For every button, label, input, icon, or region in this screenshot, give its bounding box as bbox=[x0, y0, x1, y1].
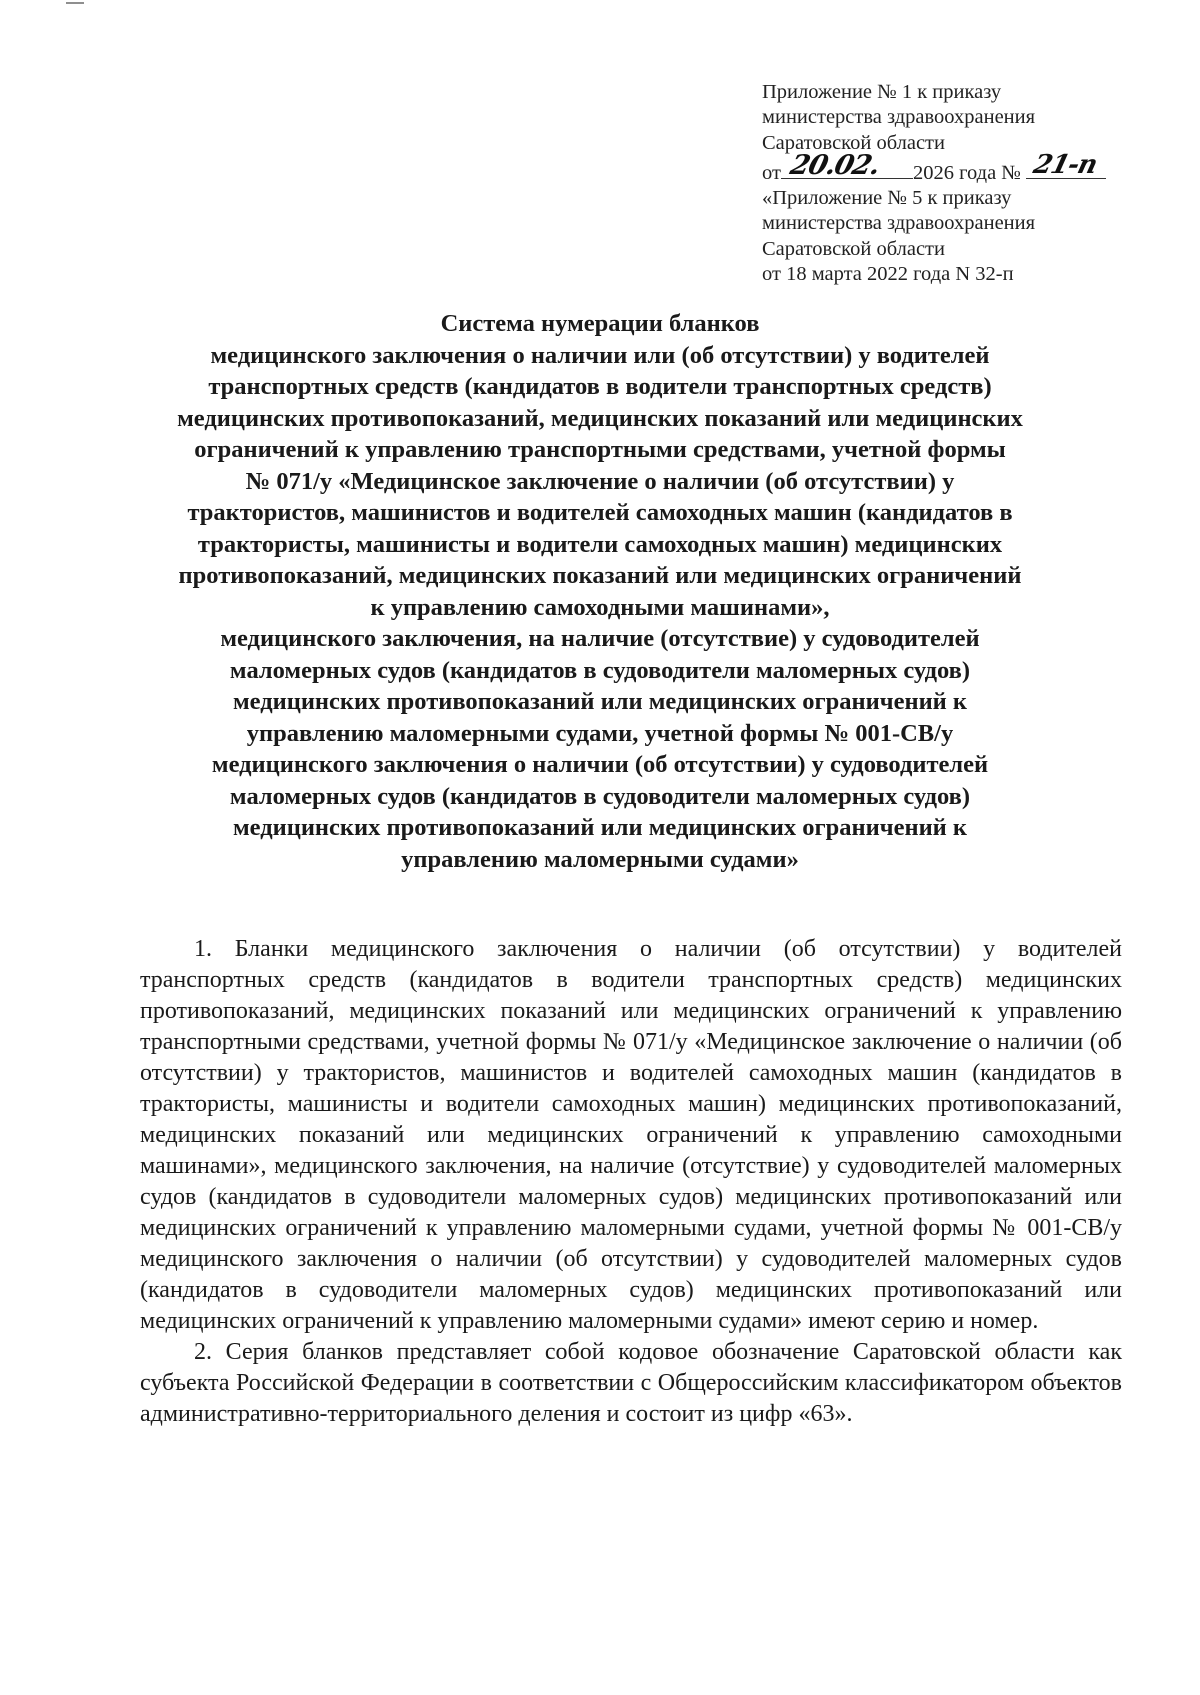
title-line: трактористы, машинисты и водители самоходных машин) медицинских bbox=[197, 530, 1003, 558]
scan-corner-mark bbox=[66, 0, 84, 4]
document-body bbox=[140, 934, 1122, 1430]
document-title bbox=[120, 308, 1080, 875]
handwritten-number: 21-п bbox=[1030, 149, 1100, 180]
title-line: медицинского заключения о наличии (об отсутствии) у судоводителей bbox=[211, 751, 989, 778]
title-line: медицинского заключения о наличии или (об отсутствии) у водителей bbox=[210, 341, 990, 369]
title-line: транспортных средств (кандидатов в водители транспортных средств) bbox=[208, 373, 992, 400]
title-line: медицинского заключения, на наличие (отсутствие) у судоводителей bbox=[220, 625, 980, 652]
annex-line-1: Приложение № 1 к приказу bbox=[762, 81, 1002, 103]
annex-line-6: министерства здравоохранения bbox=[762, 212, 1036, 235]
title-line: трактористов, машинистов и водителей самоходных машин (кандидатов в bbox=[187, 499, 1013, 526]
paragraph-1: 1. Бланки медицинского заключения о наличии (об отсутствии) у водителей транспортных средств (кандидатов в водители транспортных средств) медицинских противопоказаний, медицинских показаний или медицинских ограничений к управлению транспортными средствами, учетной формы № 071/у «Медицинское заключение о наличии (об отсутствии) у трактористов, машинистов и водителей самоходных машин (кандидатов в трактористы, машинисты и водители самоходных машин) медицинских противопоказаний, медицинских показаний или медицинских ограничений к управлению самоходными машинами», медицинского заключения, на наличие (отсутствие) у судоводителей маломерных судов (кандидатов в судоводители маломерных судов) медицинских противопоказаний или медицинских ограничений к управлению маломерными судами, учетной формы № 001-СВ/у медицинского заключения о наличии (об отсутствии) у судоводителей маломерных судов (кандидатов в судоводители маломерных судов) медицинских противопоказаний или медицинских ограничений к управлению маломерными судами» имеют серию и номер. bbox=[140, 936, 1122, 1334]
title-line: управлению маломерными судами» bbox=[401, 845, 799, 873]
title-line: медицинских противопоказаний или медицинских ограничений к bbox=[232, 814, 968, 841]
annex-line-5: «Приложение № 5 к приказу bbox=[762, 187, 1012, 210]
title-line: маломерных судов (кандидатов в судоводители маломерных судов) bbox=[229, 656, 971, 684]
title-line: № 071/у «Медицинское заключение о наличии (об отсутствии) у bbox=[245, 467, 955, 495]
annex-line-2: министерства здравоохранения bbox=[762, 106, 1036, 129]
annex-line-3: Саратовской области bbox=[762, 131, 945, 154]
title-line: медицинских противопоказаний, медицинских показаний или медицинских bbox=[177, 404, 1023, 432]
annex-reference-block bbox=[762, 80, 1182, 287]
title-line: Система нумерации бланков bbox=[440, 310, 760, 337]
paragraph-2: 2. Серия бланков представляет собой кодовое обозначение Саратовской области как субъекта Российской Федерации в соответствии с Общероссийским классификатором объектов административно-территориального деления и состоит из цифр «63». bbox=[140, 1339, 1122, 1427]
handwritten-date: 20.02. bbox=[787, 149, 883, 181]
number-blank bbox=[1026, 149, 1106, 180]
annex-date-line bbox=[762, 149, 1182, 186]
title-line: противопоказаний, медицинских показаний или медицинских ограничений bbox=[178, 562, 1022, 589]
date-prefix: от bbox=[762, 161, 781, 184]
title-line: к управлению самоходными машинами», bbox=[370, 593, 830, 621]
annex-line-8: от 18 марта 2022 года N 32-п bbox=[762, 263, 1014, 286]
date-blank bbox=[781, 149, 913, 181]
title-line: маломерных судов (кандидатов в судоводители маломерных судов) bbox=[229, 782, 971, 810]
annex-line-7: Саратовской области bbox=[762, 237, 945, 260]
title-line: управлению маломерными судами, учетной формы № 001-СВ/у bbox=[246, 719, 954, 747]
title-line: ограничений к управлению транспортными средствами, учетной формы bbox=[194, 436, 1006, 463]
year-text: 2026 года № bbox=[912, 161, 1021, 184]
title-line: медицинских противопоказаний или медицинских ограничений к bbox=[232, 688, 968, 715]
